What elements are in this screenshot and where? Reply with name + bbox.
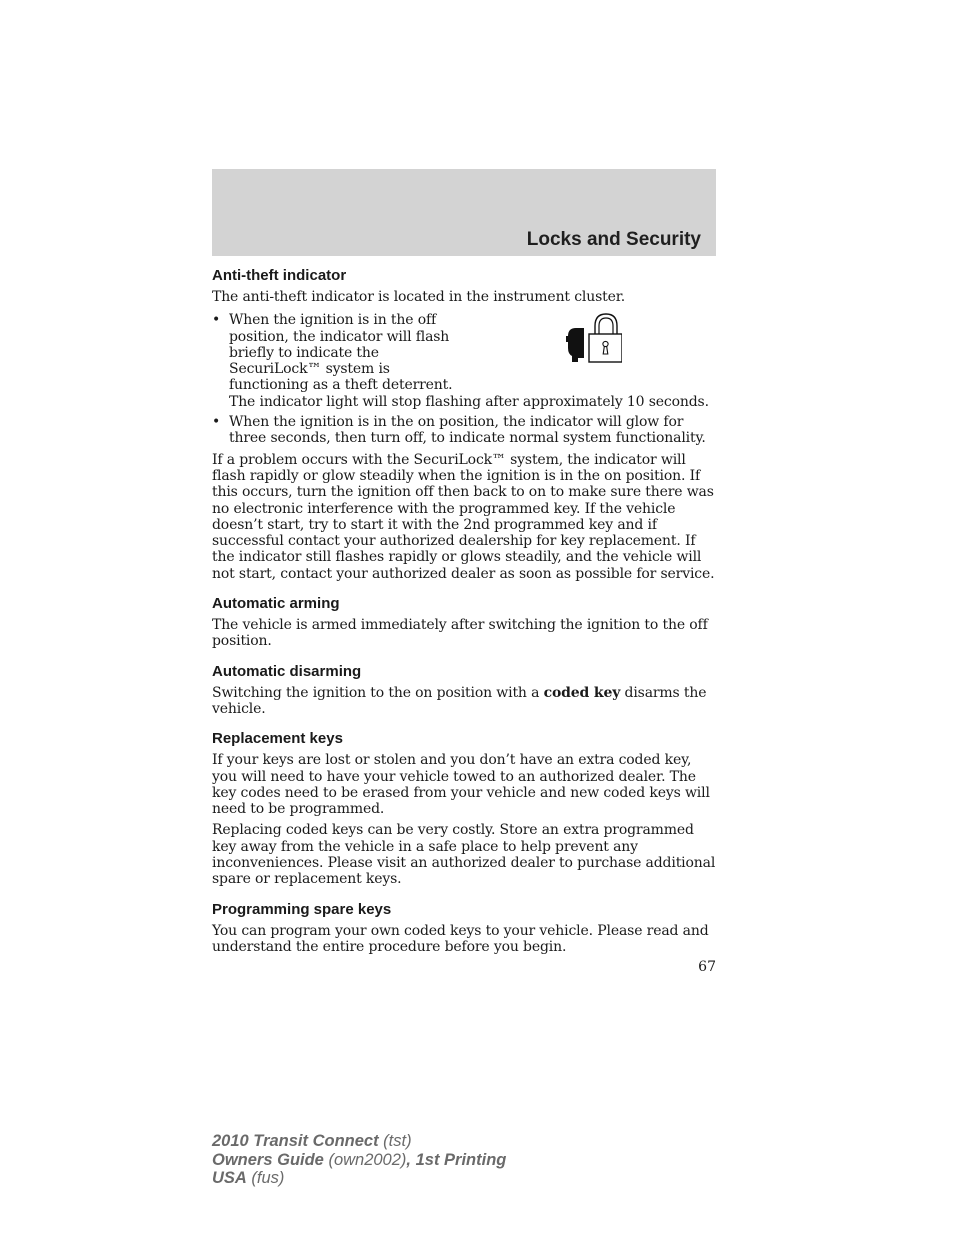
vehicle-padlock-icon	[564, 312, 622, 368]
section-header-band	[212, 169, 716, 256]
replacement-para1: If your keys are lost or stolen and you don’t have an extra coded key, you will need to have your vehicle towed to an authorized dealer. The key codes need to be erased from your vehicle and new coded keys will need to be programmed.	[212, 752, 710, 818]
heading-programming-spare-keys: Programming spare keys	[212, 900, 392, 918]
heading-automatic-disarming: Automatic disarming	[212, 662, 362, 680]
page-content	[212, 266, 716, 955]
replacement-para2: Replacing coded keys can be very costly. Store an extra programmed key away from the vehicle in a safe place to help prevent any inconveniences. Please visit an authorized dealer to purchase additional spare or replacement keys.	[212, 822, 716, 888]
heading-replacement-keys: Replacement keys	[212, 730, 343, 748]
arming-text: The vehicle is armed immediately after switching the ignition to the off position.	[212, 617, 708, 650]
coded-key-term: coded key	[543, 684, 621, 701]
section-title: Locks and Security	[526, 229, 701, 250]
disarming-text: Switching the ignition to the on position with a coded key disarms the vehicle.	[212, 684, 707, 717]
antitheft-intro: The anti-theft indicator is located in the instrument cluster.	[212, 289, 626, 305]
bullet-item: • When the ignition is in the off position, the indicator will flash briefly to indicate the SecuriLock™ system is functioning as a theft deterrent. The indicator light will stop flashing after approximately 10 seconds.	[212, 312, 716, 410]
bullet1-lines: When the ignition is in the off position, the indicator will flash briefly to indicate the SecuriLock™ system is functioning as a theft deterrent.	[229, 312, 453, 394]
antitheft-bullets	[212, 312, 716, 446]
bullet1-continuation: The indicator light will stop flashing after approximately 10 seconds.	[229, 393, 709, 410]
heading-anti-theft: Anti-theft indicator	[212, 267, 347, 284]
page-number: 67	[698, 959, 716, 975]
heading-automatic-arming: Automatic arming	[212, 595, 340, 613]
programming-text: You can program your own coded keys to your vehicle. Please read and understand the entire procedure before you begin.	[212, 922, 709, 955]
antitheft-problem: If a problem occurs with the SecuriLock™ system, the indicator will flash rapidly or glow steadily when the ignition is in the on position. If this occurs, turn the ignition off then back to on to make sure there was no electronic interference with the programmed key. If the vehicle doesn’t start, try to start it with the 2nd programmed key and if successful contact your authorized dealership for key replacement. If the indicator still flashes rapidly or glows steadily, and the vehicle will not start, contact your authorized dealer as soon as possible for service.	[212, 451, 715, 582]
bullet-item: • When the ignition is in the on position, the indicator will glow for three seconds, then turn off, to indicate normal system functionality.	[212, 414, 706, 447]
document-footer: 2010 Transit Connect (tst) Owners Guide (own2002), 1st Printing USA (fus)	[212, 1132, 507, 1187]
